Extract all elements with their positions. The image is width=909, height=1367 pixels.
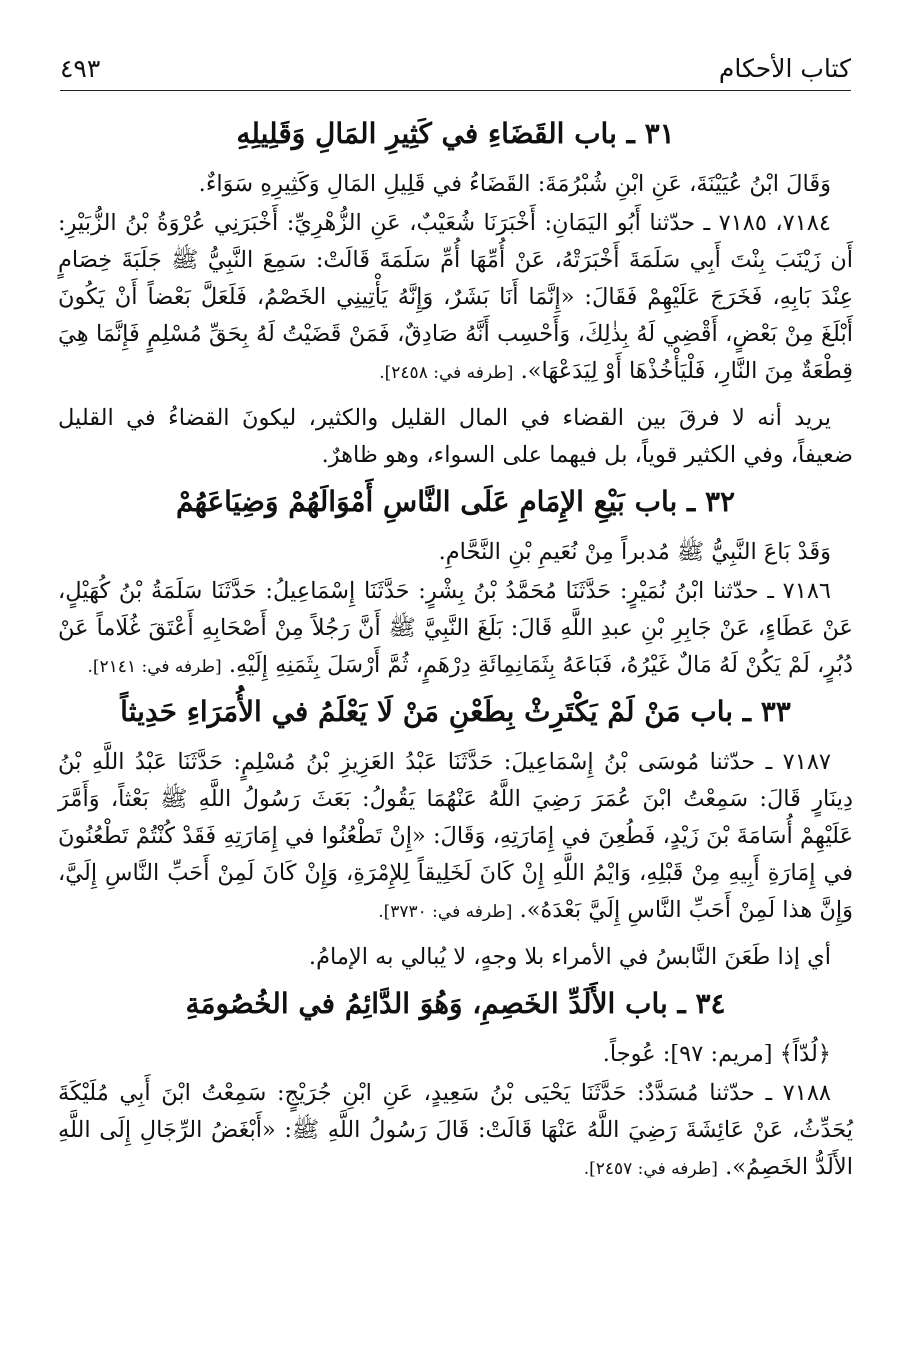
chapter-heading-33: ٣٣ ـ باب مَنْ لَمْ يَكْتَرِثْ بِطَعْنِ مَنْ لَا يَعْلَمُ في الأُمَرَاءِ حَدِيثاً [120, 695, 791, 728]
cross-reference: [طرفه في: ٣٧٣٠]. [378, 902, 513, 922]
hadith-7184-7185 [58, 205, 853, 392]
cross-reference: [طرفه في: ٢٤٥٧]. [583, 1159, 718, 1179]
narration-paragraph: وَقَدْ بَاعَ النَّبِيُّ ﷺ مُدبراً مِنْ نُعَيمِ بْنِ النَّحَّامِ. [438, 539, 831, 565]
hadith-7188 [58, 1075, 853, 1188]
page-body [58, 108, 853, 1190]
chapter-heading-34: ٣٤ ـ باب الأَلَدِّ الخَصِمِ، وَهُوَ الدَّائِمُ في الخُصُومَةِ [185, 987, 726, 1020]
commentary-paragraph: أي إذا طَعَنَ النَّابسُ في الأمراء بلا وجهٍ، لا يُبالي به الإمامُ. [308, 944, 831, 970]
chapter-heading-31: ٣١ ـ باب القَضَاءِ في كَثِيرِ المَالِ وَقَلِيلِهِ [236, 117, 675, 150]
hadith-text: ٧١٨٦ ـ حدّثنا ابْنُ نُمَيْرٍ: حَدَّثَنَا مُحَمَّدُ بْنُ بِشْرٍ: حَدَّثَنَا إِسْمَاعِيلُ: حَدَّثَنَا سَلَمَةُ بْنُ كُهَيْلٍ، عَنْ عَطَاءٍ، عَنْ جَابِرِ بْنِ عبدِ اللَّهِ قَالَ: بَلَغَ النَّبِيَّ ﷺ أَنَّ رَجُلاً مِنْ أَصْحَابِهِ أَعْتَقَ غُلَاماً عَنْ دُبُرٍ، لَمْ يَكُنْ لَهُ مَالٌ غَيْرُهُ، فَبَاعَهُ بِثَمَانِمِائَةِ دِرْهَمٍ، ثُمَّ أَرْسَلَ بِثَمَنِهِ إِلَيْهِ. [58, 578, 853, 678]
narration-paragraph: وَقَالَ ابْنُ عُيَيْنَةَ، عَنِ ابْنِ شُبْرُمَةَ: القَضَاءُ في قَلِيلِ المَالِ وَكَثِيرِهِ سَوَاءٌ. [198, 171, 831, 197]
cross-reference: [طرفه في: ٢١٤١]. [87, 657, 222, 677]
hadith-text: ٧١٨٧ ـ حدّثنا مُوسَى بْنُ إِسْمَاعِيلَ: حَدَّثَنَا عَبْدُ العَزِيزِ بْنُ مُسْلِمٍ: حَدَّثَنَا عَبْدُ اللَّهِ بْنُ دِينَارٍ قَالَ: سَمِعْتُ ابْنَ عُمَرَ رَضِيَ اللَّهُ عَنْهُمَا يَقُولُ: بَعَثَ رَسُولُ اللَّهِ ﷺ بَعْثاً، وَأَمَّرَ عَلَيْهِمْ أُسَامَةَ بْنَ زَيْدٍ، فَطُعِنَ في إِمَارَتِهِ، وَقَالَ: «إِنْ تَطْعُنُوا في إِمَارَتِهِ فَقَدْ كُنْتُمْ تَطْعُنُونَ في إِمَارَةِ أَبِيهِ مِنْ قَبْلِهِ، وَايْمُ اللَّهِ إِنْ كَانَ لَخَلِيقاً لِلإِمْرَةِ، وَإِنْ كَانَ لَمِنْ أَحَبِّ النَّاسِ إِلَيَّ، وَإِنَّ هذا لَمِنْ أَحَبِّ النَّاسِ إِلَيَّ بَعْدَهُ». [58, 749, 853, 923]
quran-gloss: ﴿لُدّاً﴾ [مريم: ٩٧]: عُوجاً. [602, 1041, 831, 1067]
hadith-text: ٧١٨٨ ـ حدّثنا مُسَدَّدٌ: حَدَّثَنَا يَحْيَى بْنُ سَعِيدٍ، عَنِ ابْنِ جُرَيْجٍ: سَمِعْتُ ابْنَ أَبِي مُلَيْكَةَ يُحَدِّثُ، عَنْ عَائِشَةَ رَضِيَ اللَّهُ عَنْهَا قَالَتْ: قَالَ رَسُولُ اللَّهِ ﷺ: «أَبْغَضُ الرِّجَالِ إِلَى اللَّهِ الأَلَدُّ الخَصِمُ». [58, 1080, 853, 1180]
cross-reference: [طرفه في: ٢٤٥٨]. [379, 363, 514, 383]
hadith-text: ٧١٨٤، ٧١٨٥ ـ حدّثنا أَبُو اليَمَانِ: أَخْبَرَنَا شُعَيْبٌ، عَنِ الزُّهْرِيِّ: أَخْبَرَنِي عُرْوَةُ بْنُ الزُّبَيْرِ: أَن زَيْنَبَ بِنْتَ أَبِي سَلَمَةَ أَخْبَرَتْهُ، عَنْ أُمِّهَا أُمِّ سَلَمَةَ قَالَتْ: سَمِعَ النَّبِيُّ ﷺ جَلَبَةَ خِصَامٍ عِنْدَ بَابِهِ، فَخَرَجَ عَلَيْهِمْ فَقَالَ: «إِنَّمَا أَنَا بَشَرٌ، وَإِنَّهُ يَأْتِينِي الخَصْمُ، فَلَعَلَّ بَعْضاً أَنْ يَكُونَ أَبْلَغَ مِنْ بَعْضٍ، أَقْضِي لَهُ بِذٰلِكَ، وَأَحْسِب أَنَّهُ صَادِقٌ، فَمَنْ قَضَيْتُ لَهُ بِحَقِّ مُسْلِمٍ فَإِنَّمَا هِيَ قِطْعَةٌ مِنَ النَّارِ، فَلْيَأْخُذْهَا أَوْ لِيَدَعْهَا». [58, 210, 853, 384]
page-header [60, 50, 851, 91]
commentary-paragraph: يريد أنه لا فرقَ بين القضاء في المال القليل والكثير، ليكونَ القضاءُ في القليل ضعيفاً، وفي الكثير قوياً، بل فيهما على السواء، وهو ظاهرٌ. [58, 405, 853, 468]
running-title: كتاب الأحكام [718, 54, 851, 83]
hadith-7186 [58, 573, 853, 686]
chapter-heading-32: ٣٢ ـ باب بَيْعِ الإِمَامِ عَلَى النَّاسِ أَمْوَالَهُمْ وَضِيَاعَهُمْ [175, 485, 736, 518]
page-number: ٤٩٣ [60, 54, 101, 83]
hadith-7187 [58, 744, 853, 931]
